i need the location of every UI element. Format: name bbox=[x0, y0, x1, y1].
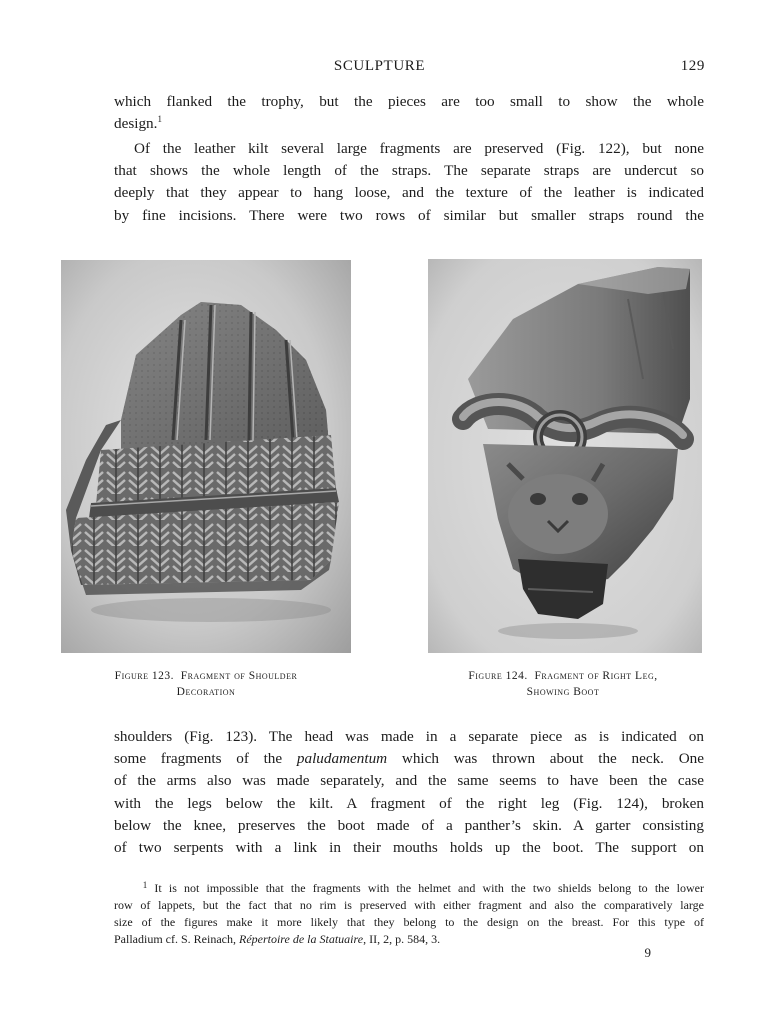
figure-124-label: Figure 124. bbox=[468, 670, 528, 682]
shoulder-decoration-fragment-image bbox=[61, 260, 351, 653]
text-fragment: which was thrown about the neck. One bbox=[387, 750, 705, 768]
text-fragment: design. bbox=[114, 115, 158, 133]
text-line: by fine incisions. There were two rows of similar but smaller straps round the bbox=[114, 206, 704, 224]
footnote-reference: 1 bbox=[157, 114, 162, 125]
text-line bbox=[114, 748, 704, 770]
text-line: with the legs below the kilt. A fragment of the right leg (Fig. 124), broken bbox=[114, 794, 704, 812]
text-line bbox=[114, 113, 704, 135]
paragraph-1 bbox=[114, 91, 704, 135]
figure-123-caption-line1: Fragment of Shoulder bbox=[180, 670, 298, 682]
text-line: that shows the whole length of the straps. The separate straps are undercut so bbox=[114, 162, 704, 180]
figure-123-caption-line2: Decoration bbox=[176, 686, 236, 698]
running-head bbox=[0, 58, 759, 80]
figure-124-caption-line2: Showing Boot bbox=[526, 686, 600, 698]
signature-mark: 9 bbox=[644, 945, 651, 960]
right-leg-boot-fragment-image bbox=[428, 259, 702, 653]
text-line: Of the leather kilt several large fragments are preserved (Fig. 122), but none bbox=[134, 140, 704, 157]
figure-124-caption-line1: Fragment of Right Leg, bbox=[534, 670, 658, 682]
text-line: of two serpents with a link in their mouths holds up the boot. The support on bbox=[114, 838, 704, 856]
footnote-text: , II, 2, p. 584, 3. bbox=[363, 932, 441, 946]
figure-124-caption bbox=[418, 668, 708, 700]
footnote-text: Palladium cf. S. Reinach, bbox=[114, 932, 239, 946]
footnote-line: size of the figures make it more likely that they belong to the design on the breast. For this type of bbox=[114, 915, 704, 929]
italic-term: paludamentum bbox=[296, 750, 388, 768]
text-fragment: some fragments of the bbox=[114, 750, 297, 768]
paragraph-2 bbox=[114, 138, 704, 227]
figure-123-label: Figure 123. bbox=[114, 670, 175, 682]
text-line: which flanked the trophy, but the pieces are too small to show the whole bbox=[114, 93, 704, 110]
figure-123-caption bbox=[60, 668, 352, 700]
running-head-page-number: 129 bbox=[680, 58, 705, 74]
footnote-line bbox=[114, 931, 704, 948]
footnote-line: row of lappets, but the fact that no rim is preserved with either fragment and also the comparatively large bbox=[114, 898, 704, 912]
running-head-title: SCULPTURE bbox=[333, 58, 426, 74]
footnote-mark: 1 bbox=[142, 880, 148, 890]
text-line: shoulders (Fig. 123). The head was made in a separate piece as is indicated on bbox=[114, 728, 704, 745]
footnote-text: It is not impossible that the fragments with the helmet and with the two shields belong to the lower bbox=[154, 881, 705, 895]
text-line: deeply that they appear to hang loose, and the texture of the leather is indicated bbox=[114, 184, 704, 202]
figure-124-photo bbox=[428, 259, 702, 653]
footnote-line bbox=[114, 880, 704, 897]
paragraph-3 bbox=[114, 726, 704, 859]
figure-123-photo bbox=[61, 260, 351, 653]
italic-title: Répertoire de la Statuaire bbox=[238, 932, 364, 946]
text-line: of the arms also was made separately, and the same seems to have been the case bbox=[114, 772, 704, 790]
footnote bbox=[114, 880, 704, 948]
text-line: below the knee, preserves the boot made of a panther’s skin. A garter consisting bbox=[114, 816, 704, 834]
